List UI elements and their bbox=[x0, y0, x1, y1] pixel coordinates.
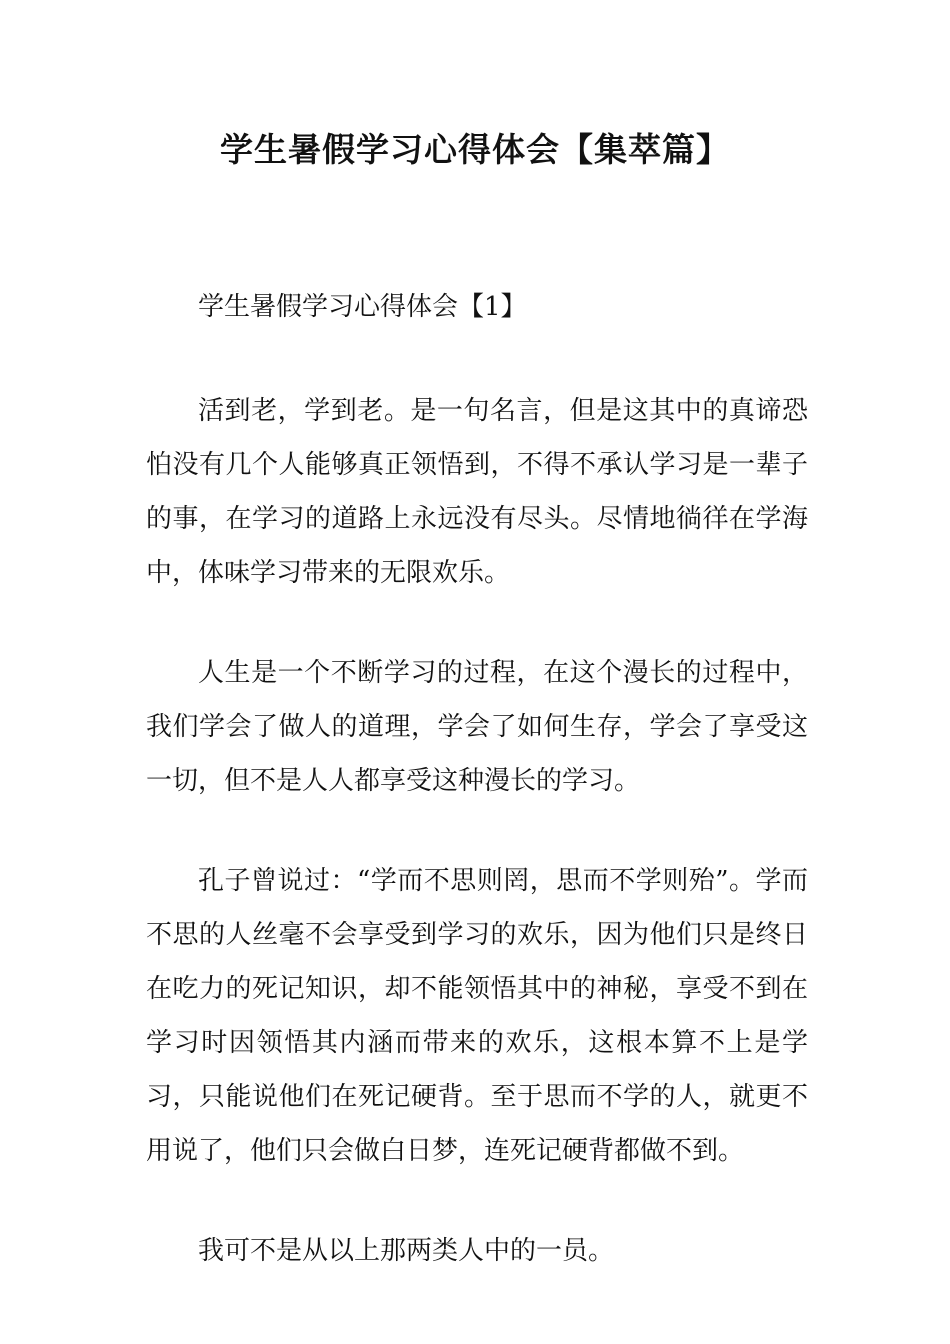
document-title: 学生暑假学习心得体会【集萃篇】 bbox=[220, 130, 730, 169]
paragraph-3: 孔子曾说过：“学而不思则罔，思而不学则殆”。学而不思的人丝毫不会享受到学习的欢乐，因为他们只是终日在吃力的死记知识，却不能领悟其中的神秘，享受不到在学习时因领悟其内涵而带来的欢乐，这根本算不上是学习，只能说他们在死记硬背。至于思而不学的人，就更不用说了，他们只会做白日梦，连死记硬背都做不到。 bbox=[146, 866, 808, 1166]
paragraph-4: 我可不是从以上那两类人中的一员。 bbox=[198, 1236, 615, 1266]
paragraph-1: 活到老，学到老。是一句名言，但是这其中的真谛恐怕没有几个人能够真正领悟到，不得不承认学习是一辈子的事，在学习的道路上永远没有尽头。尽情地徜徉在学海中，体味学习带来的无限欢乐。 bbox=[146, 396, 808, 588]
section-heading: 学生暑假学习心得体会【1】 bbox=[198, 292, 527, 322]
document-body bbox=[146, 280, 808, 1278]
paragraph-2: 人生是一个不断学习的过程，在这个漫长的过程中，我们学会了做人的道理，学会了如何生存，学会了享受这一切，但不是人人都享受这种漫长的学习。 bbox=[146, 658, 808, 796]
